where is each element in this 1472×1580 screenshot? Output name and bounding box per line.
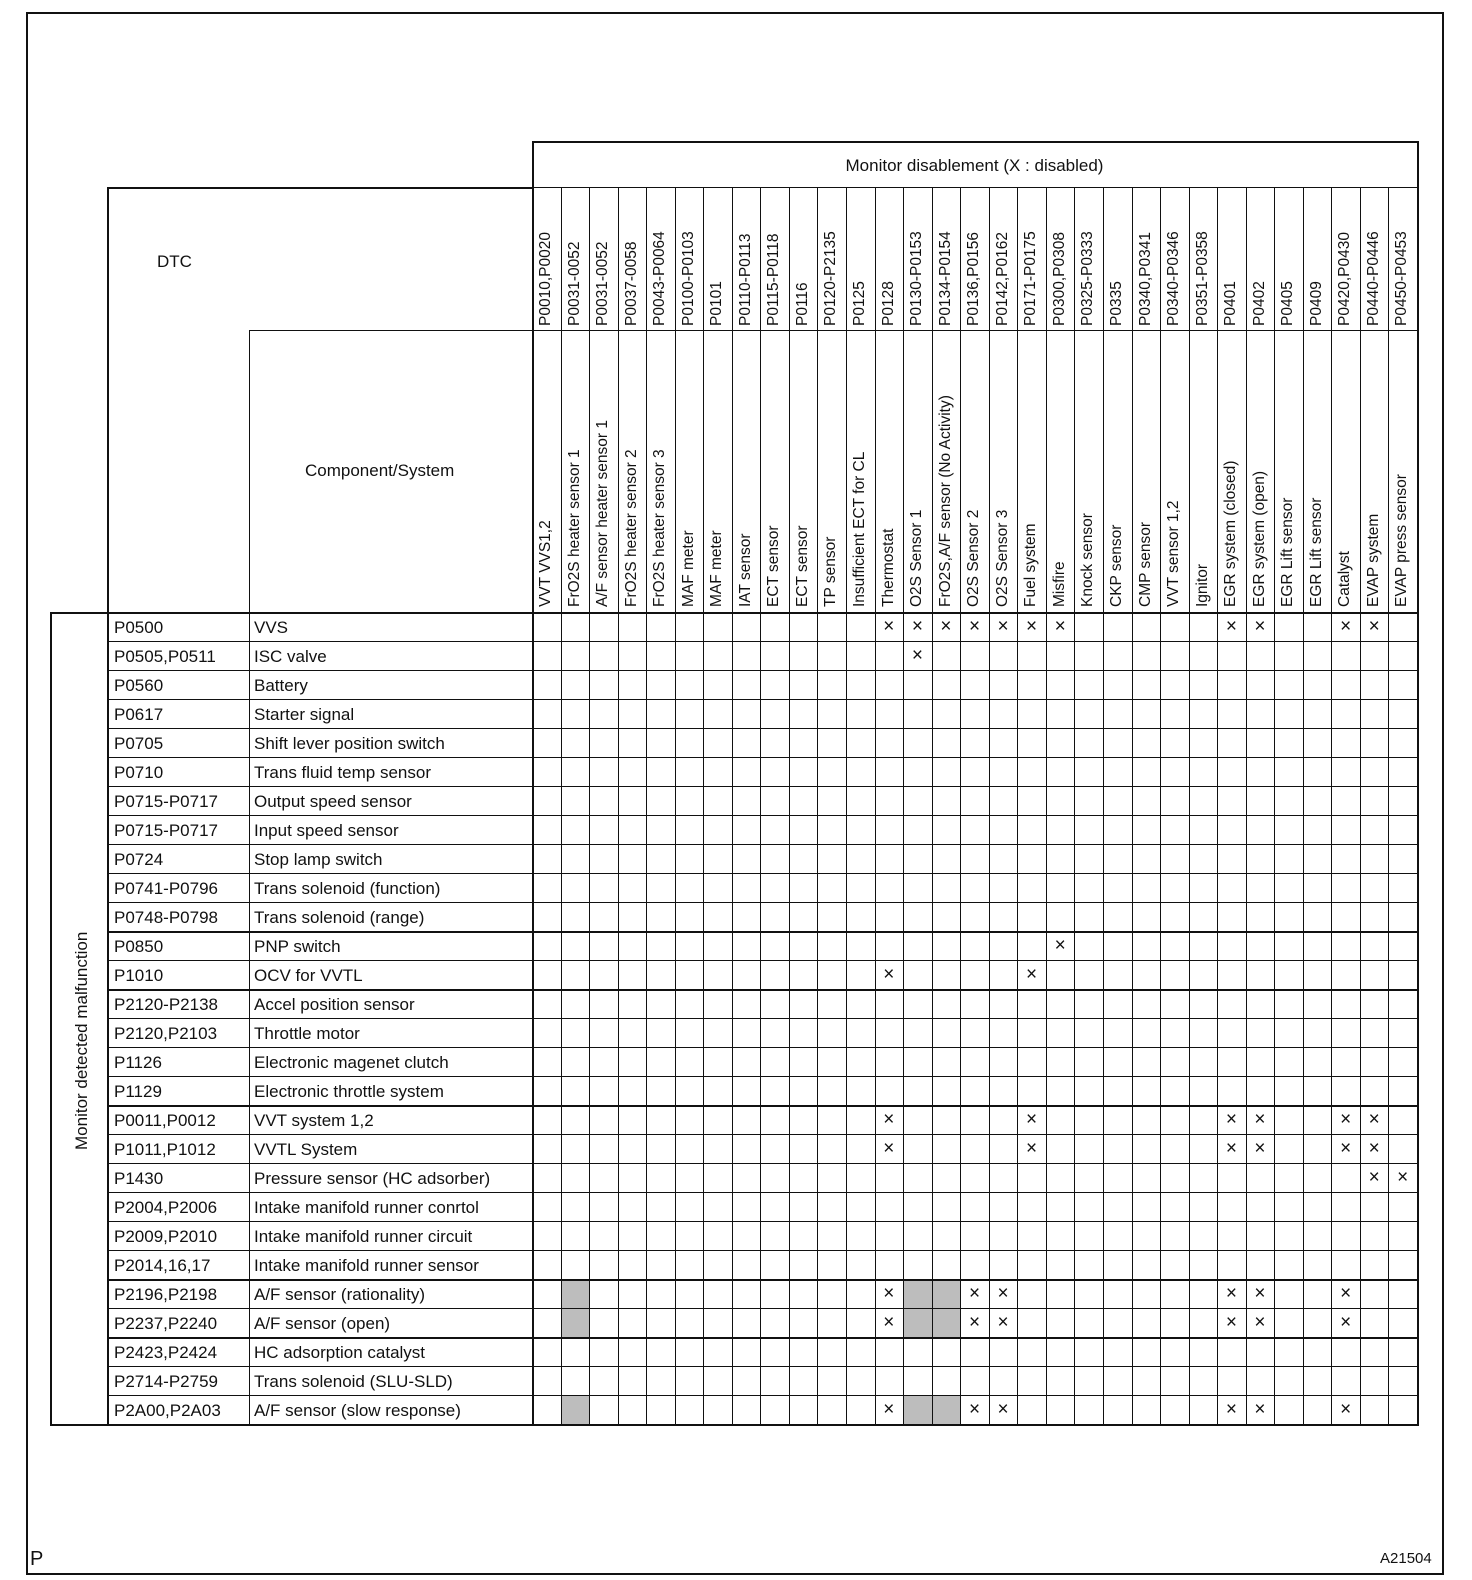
column-dtc: P0300,P0308 — [1050, 232, 1068, 326]
grid-line — [789, 187, 790, 1424]
column-dtc: P0340-P0346 — [1165, 231, 1183, 326]
row-component: Intake manifold runner sensor — [254, 1256, 479, 1275]
grid-line — [960, 187, 961, 1424]
column-component: O2S Sensor 2 — [965, 509, 983, 607]
disabled-mark: × — [883, 616, 895, 637]
column-component: Insufficient ECT for CL — [851, 451, 869, 607]
column-component: EGR system (open) — [1250, 470, 1268, 607]
grid-line — [1046, 187, 1047, 1424]
row-dtc: P0705 — [114, 734, 164, 753]
column-dtc: P0125 — [851, 281, 869, 326]
column-component: EGR system (closed) — [1222, 460, 1240, 607]
row-component: OCV for VVTL — [254, 966, 363, 985]
grid-line — [1132, 187, 1133, 1424]
grid-line — [1246, 187, 1247, 1424]
row-dtc: P0500 — [114, 618, 164, 637]
grid-line — [50, 1424, 1419, 1426]
grid-line — [646, 187, 647, 1424]
disabled-mark: × — [1254, 1283, 1266, 1304]
grid-line — [107, 757, 1419, 758]
disabled-mark: × — [883, 964, 895, 985]
disabled-mark: × — [1368, 1138, 1380, 1159]
row-dtc: P2237,P2240 — [114, 1314, 218, 1333]
grid-line — [817, 187, 818, 1424]
disabled-mark: × — [1225, 1109, 1237, 1130]
column-component: Fuel system — [1022, 523, 1040, 607]
column-component: TP sensor — [822, 536, 840, 607]
disabled-mark: × — [1340, 1312, 1352, 1333]
grid-line — [732, 187, 733, 1424]
row-component: ISC valve — [254, 647, 327, 666]
grid-line — [932, 187, 933, 1424]
grid-line — [1417, 141, 1419, 1424]
disabled-mark: × — [1254, 1138, 1266, 1159]
row-component: Electronic magenet clutch — [254, 1053, 449, 1072]
column-dtc: P0110-P0113 — [736, 233, 754, 326]
page-frame — [26, 12, 1444, 1575]
disabled-mark: × — [1340, 1138, 1352, 1159]
column-dtc: P0171-P0175 — [1022, 231, 1040, 326]
row-component: HC adsorption catalyst — [254, 1343, 426, 1362]
column-component: IAT sensor — [736, 533, 754, 607]
row-component: Pressure sensor (HC adsorber) — [254, 1169, 491, 1188]
disabled-mark: × — [997, 616, 1009, 637]
grid-line — [107, 1163, 1419, 1164]
grid-line — [1074, 187, 1075, 1424]
grid-line — [107, 815, 1419, 816]
column-component: CMP sensor — [1136, 522, 1154, 607]
disabled-mark: × — [1254, 1312, 1266, 1333]
column-dtc: P0037-0058 — [622, 241, 640, 326]
dtc-header: DTC — [157, 252, 192, 271]
shaded-cell — [904, 1309, 932, 1337]
row-component: PNP switch — [254, 937, 341, 956]
grid-line — [1331, 187, 1332, 1424]
grid-line — [107, 1192, 1419, 1193]
shaded-cell — [933, 1280, 961, 1308]
row-dtc: P0715-P0717 — [114, 821, 218, 840]
column-dtc: P0335 — [1107, 281, 1125, 326]
column-dtc: P0100-P0103 — [679, 231, 697, 326]
figure-id: A21504 — [1380, 1550, 1432, 1567]
column-component: ECT sensor — [793, 525, 811, 607]
disabled-mark: × — [883, 1399, 895, 1420]
row-component: Battery — [254, 676, 308, 695]
row-component: Trans solenoid (range) — [254, 908, 425, 927]
grid-line — [703, 187, 704, 1424]
row-dtc: P1010 — [114, 966, 164, 985]
column-component: MAF meter — [679, 530, 697, 607]
disabled-mark: × — [997, 1283, 1009, 1304]
disabled-mark: × — [1225, 1283, 1237, 1304]
grid-line — [107, 844, 1419, 845]
row-dtc: P2120,P2103 — [114, 1024, 218, 1043]
column-component: Ignitor — [1193, 563, 1211, 607]
column-dtc: P0128 — [879, 281, 897, 326]
grid-line — [107, 989, 1419, 991]
column-dtc: P0142,P0162 — [993, 232, 1011, 326]
grid-line — [1160, 187, 1161, 1424]
column-dtc: P0420,P0430 — [1336, 232, 1354, 326]
row-dtc: P2120-P2138 — [114, 995, 218, 1014]
grid-line — [107, 931, 1419, 933]
disabled-mark: × — [1225, 1399, 1237, 1420]
column-component: Thermostat — [879, 528, 897, 607]
grid-line — [1103, 187, 1104, 1424]
column-dtc: P0031-0052 — [565, 241, 583, 326]
grid-line — [50, 612, 1419, 614]
grid-line — [846, 187, 847, 1424]
column-component: Knock sensor — [1079, 513, 1097, 607]
column-dtc: P0450-P0453 — [1393, 231, 1411, 326]
row-dtc: P2423,P2424 — [114, 1343, 218, 1362]
grid-line — [532, 141, 534, 1424]
row-dtc: P0505,P0511 — [114, 647, 216, 666]
grid-line — [107, 902, 1419, 903]
grid-line — [1217, 187, 1218, 1424]
grid-line — [589, 187, 590, 1424]
disabled-mark: × — [1054, 935, 1066, 956]
grid-line — [1303, 187, 1304, 1424]
disabled-mark: × — [940, 616, 952, 637]
row-component: VVTL System — [254, 1140, 358, 1159]
disabled-mark: × — [1026, 616, 1038, 637]
disabled-mark: × — [968, 1399, 981, 1420]
grid-line — [561, 187, 562, 1424]
column-dtc: P0010,P0020 — [537, 232, 554, 326]
row-component: Input speed sensor — [254, 821, 399, 840]
row-component: A/F sensor (open) — [254, 1314, 391, 1333]
column-component: EVAP press sensor — [1393, 474, 1411, 607]
column-component: VVT sensor 1,2 — [1165, 500, 1183, 607]
row-dtc: P0011,P0012 — [114, 1111, 216, 1130]
shaded-cell — [933, 1396, 961, 1424]
column-dtc: P0409 — [1307, 281, 1325, 326]
grid-line — [249, 330, 1417, 331]
grid-line — [107, 1047, 1419, 1048]
column-dtc: P0325-P0333 — [1079, 231, 1097, 326]
row-dtc: P2714-P2759 — [114, 1372, 218, 1391]
grid-line — [107, 1366, 1419, 1367]
disabled-mark: × — [1340, 616, 1352, 637]
row-component: Trans fluid temp sensor — [254, 763, 431, 782]
disabled-mark: × — [911, 645, 923, 666]
grid-line — [107, 1337, 1419, 1339]
column-component: CKP sensor — [1107, 524, 1125, 607]
column-component: FrO2S heater sensor 1 — [565, 449, 583, 607]
disabled-mark: × — [1054, 616, 1066, 637]
row-dtc: P2A00,P2A03 — [114, 1401, 221, 1420]
monitor-disablement-title: Monitor disablement (X : disabled) — [845, 156, 1104, 175]
column-dtc: P0031-0052 — [594, 241, 612, 326]
column-dtc: P0101 — [708, 281, 726, 326]
row-dtc: P0850 — [114, 937, 164, 956]
shaded-cell — [904, 1396, 932, 1424]
row-dtc: P0560 — [114, 676, 164, 695]
column-dtc: P0340,P0341 — [1136, 232, 1154, 326]
disabled-mark: × — [997, 1312, 1009, 1333]
shaded-cell — [562, 1309, 590, 1337]
grid-line — [903, 187, 904, 1424]
row-dtc: P0724 — [114, 850, 164, 869]
column-dtc: P0120-P2135 — [822, 231, 840, 326]
grid-line — [107, 1221, 1419, 1222]
column-component: Misfire — [1050, 561, 1068, 607]
shaded-cell — [904, 1280, 932, 1308]
grid-line — [1274, 187, 1275, 1424]
column-dtc: P0136,P0156 — [965, 232, 983, 326]
column-component: FrO2S,A/F sensor (No Activity) — [936, 395, 954, 607]
disabled-mark: × — [1225, 1138, 1237, 1159]
column-component: EGR Lift sensor — [1307, 497, 1325, 607]
row-dtc: P1430 — [114, 1169, 164, 1188]
column-component: Catalyst — [1336, 551, 1354, 607]
grid-line — [107, 960, 1419, 961]
row-component: Intake manifold runner circuit — [254, 1227, 473, 1246]
column-dtc: P0351-P0358 — [1193, 231, 1211, 326]
disabled-mark: × — [1026, 1109, 1038, 1130]
disabled-mark: × — [997, 1399, 1009, 1420]
component-header: Component/System — [305, 461, 455, 480]
side-label-border — [50, 612, 52, 1426]
row-component: VVT system 1,2 — [254, 1111, 374, 1130]
row-dtc: P0741-P0796 — [114, 879, 218, 898]
column-dtc: P0130-P0153 — [908, 231, 926, 326]
disabled-mark: × — [968, 1312, 981, 1333]
grid-line — [107, 786, 1419, 787]
header-top-border — [532, 141, 1419, 143]
grid-line — [618, 187, 619, 1424]
row-dtc: P2196,P2198 — [114, 1285, 218, 1304]
grid-line — [107, 1018, 1419, 1019]
disabled-mark: × — [968, 616, 981, 637]
disabled-mark: × — [883, 1109, 895, 1130]
row-component: VVS — [254, 618, 289, 637]
grid-line — [1388, 187, 1389, 1424]
grid-line — [532, 187, 1417, 188]
column-dtc: P0115-P0118 — [765, 233, 783, 326]
column-component: EGR Lift sensor — [1279, 497, 1297, 607]
row-dtc: P1011,P1012 — [114, 1140, 216, 1159]
disabled-mark: × — [1254, 1399, 1266, 1420]
row-dtc: P2014,16,17 — [114, 1256, 211, 1275]
grid-line — [1189, 187, 1190, 1424]
corner-letter: P — [30, 1548, 44, 1570]
row-component: Shift lever position switch — [254, 734, 445, 753]
column-dtc: P0134-P0154 — [936, 231, 954, 326]
grid-line — [1017, 187, 1018, 1424]
row-component: Stop lamp switch — [254, 850, 383, 869]
row-dtc: P1126 — [114, 1053, 162, 1072]
row-component: Intake manifold runner conrtol — [254, 1198, 479, 1217]
row-dtc: P0748-P0798 — [114, 908, 218, 927]
column-dtc: P0116 — [793, 282, 811, 326]
disabled-mark: × — [1254, 616, 1266, 637]
disabled-mark: × — [883, 1312, 895, 1333]
row-component: Output speed sensor — [254, 792, 412, 811]
grid-line — [675, 187, 676, 1424]
disabled-mark: × — [1368, 1109, 1380, 1130]
row-dtc: P2004,P2006 — [114, 1198, 218, 1217]
disabled-mark: × — [1225, 616, 1237, 637]
row-dtc: P1129 — [114, 1082, 162, 1101]
disabled-mark: × — [1368, 1167, 1380, 1188]
column-component: ECT sensor — [765, 525, 783, 607]
grid-line — [107, 1250, 1419, 1251]
row-component: Trans solenoid (function) — [254, 879, 441, 898]
shaded-cell — [933, 1309, 961, 1337]
row-component: Trans solenoid (SLU-SLD) — [254, 1372, 453, 1391]
disabled-mark: × — [1026, 1138, 1038, 1159]
side-label: Monitor detected malfunction — [72, 931, 91, 1150]
disabled-mark: × — [968, 1283, 981, 1304]
disabled-mark: × — [1254, 1109, 1266, 1130]
disabled-mark: × — [1026, 964, 1038, 985]
column-component: O2S Sensor 3 — [993, 509, 1011, 607]
column-dtc: P0043-P0064 — [651, 231, 669, 326]
shaded-cell — [562, 1280, 590, 1308]
row-dtc: P2009,P2010 — [114, 1227, 218, 1246]
column-component: FrO2S heater sensor 3 — [651, 449, 669, 607]
column-component: A/F sensor heater sensor 1 — [594, 420, 612, 607]
row-component: Throttle motor — [254, 1024, 360, 1043]
grid-line — [249, 330, 250, 1424]
disabled-mark: × — [1340, 1283, 1352, 1304]
row-component: Accel position sensor — [254, 995, 415, 1014]
disabled-mark: × — [883, 1283, 895, 1304]
grid-line — [107, 641, 1419, 642]
disabled-mark: × — [1225, 1312, 1237, 1333]
grid-line — [107, 873, 1419, 874]
grid-line — [107, 670, 1419, 671]
column-dtc: P0440-P0446 — [1364, 231, 1382, 326]
disabled-mark: × — [1340, 1109, 1352, 1130]
grid-line — [107, 728, 1419, 729]
column-component: VVT VVS1,2 — [537, 520, 554, 607]
row-dtc: P0715-P0717 — [114, 792, 218, 811]
dtc-left-border — [107, 187, 109, 1424]
disabled-mark: × — [1397, 1167, 1409, 1188]
shaded-cell — [562, 1396, 590, 1424]
grid-line — [989, 187, 990, 1424]
column-component: EVAP system — [1364, 513, 1382, 607]
disabled-mark: × — [1368, 616, 1380, 637]
disabled-mark: × — [911, 616, 923, 637]
row-dtc: P0617 — [114, 705, 164, 724]
grid-line — [1360, 187, 1361, 1424]
grid-line — [107, 1076, 1419, 1077]
column-dtc: P0405 — [1279, 281, 1297, 326]
column-dtc: P0402 — [1250, 281, 1268, 326]
row-component: Starter signal — [254, 705, 355, 724]
row-component: A/F sensor (rationality) — [254, 1285, 425, 1304]
disabled-mark: × — [883, 1138, 895, 1159]
column-component: MAF meter — [708, 530, 726, 607]
column-dtc: P0401 — [1222, 281, 1240, 326]
grid-line — [875, 187, 876, 1424]
grid-line — [107, 699, 1419, 700]
row-component: Electronic throttle system — [254, 1082, 444, 1101]
disabled-mark: × — [1340, 1399, 1352, 1420]
dtc-header-top-border — [107, 187, 532, 189]
column-component: FrO2S heater sensor 2 — [622, 449, 640, 607]
grid-line — [760, 187, 761, 1424]
row-dtc: P0710 — [114, 763, 164, 782]
column-component: O2S Sensor 1 — [908, 509, 926, 607]
row-component: A/F sensor (slow response) — [254, 1401, 461, 1420]
